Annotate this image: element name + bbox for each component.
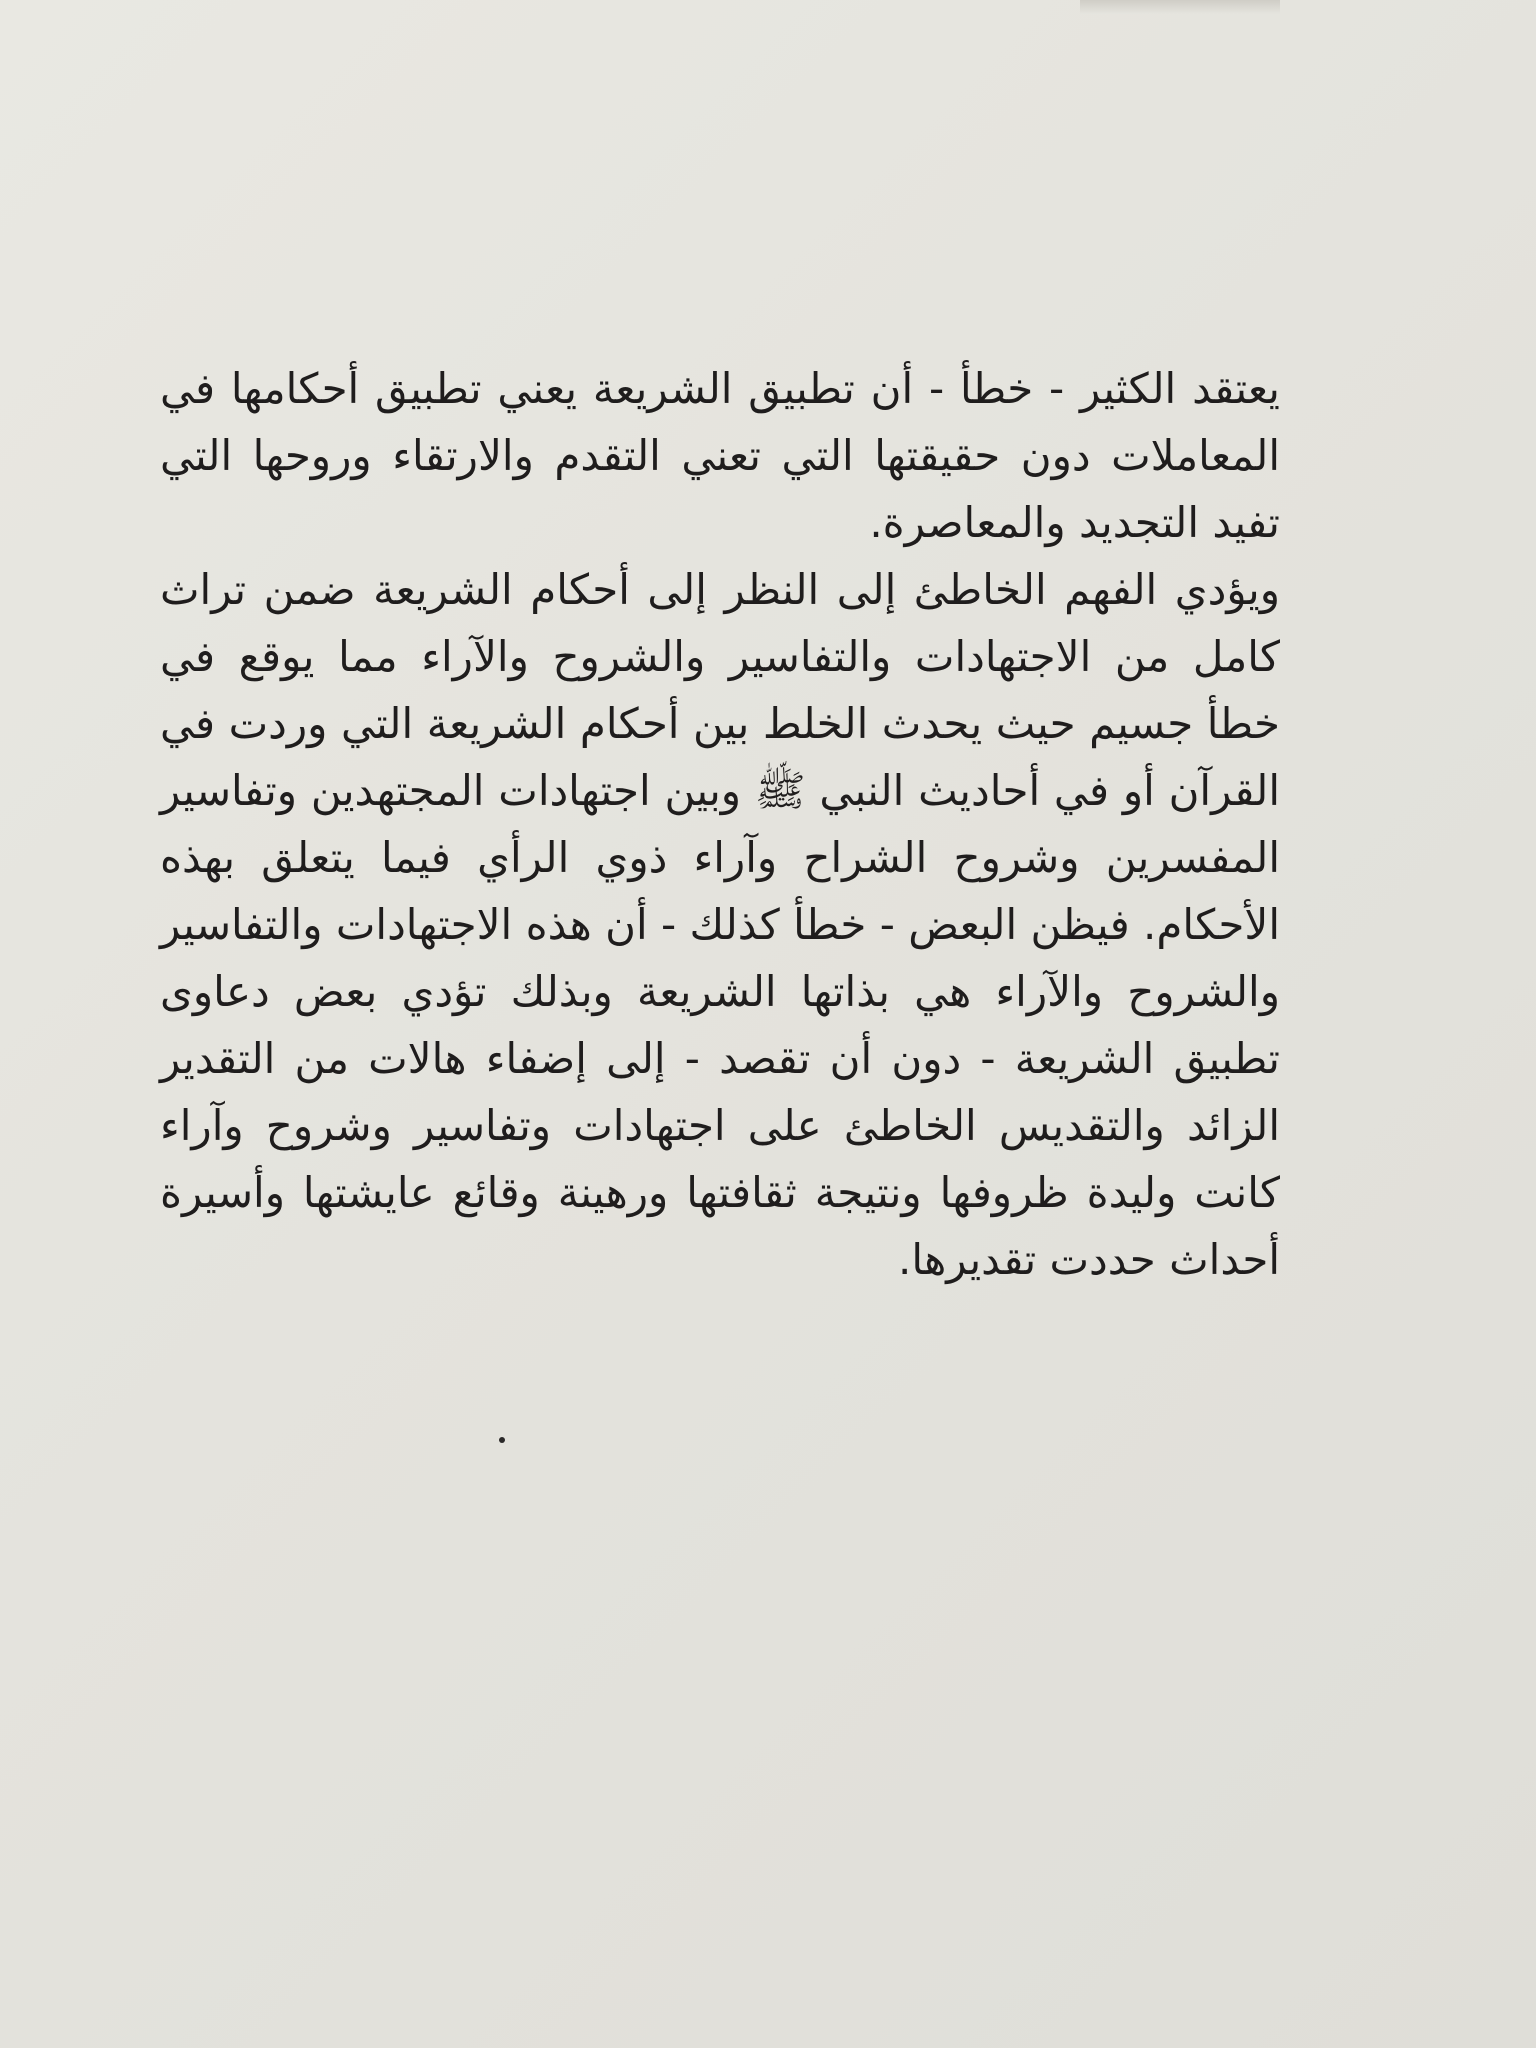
- cover-text-block: [160, 355, 1280, 1293]
- stray-ink-dot: [499, 1437, 505, 1443]
- paragraph-1: يعتقد الكثير - خطأ - أن تطبيق الشريعة يعني تطبيق أحكامها في المعاملات دون حقيقتها التي تعني التقدم والارتقاء وروحها التي تفيد التجديد والمعاصرة.: [160, 364, 1280, 547]
- page-edge-shadow: [1080, 0, 1280, 14]
- paragraph-2: ويؤدي الفهم الخاطئ إلى النظر إلى أحكام الشريعة ضمن تراث كامل من الاجتهادات والتفاسير والشروح والآراء مما يوقع في خطأ جسيم حيث يحدث الخلط بين أحكام الشريعة التي وردت في القرآن أو في أحاديث النبي ﷺ وبين اجتهادات المجتهدين وتفاسير المفسرين وشروح الشراح وآراء ذوي الرأي فيما يتعلق بهذه الأحكام. فيظن البعض - خطأ كذلك - أن هذه الاجتهادات والتفاسير والشروح والآراء هي بذاتها الشريعة وبذلك تؤدي بعض دعاوى تطبيق الشريعة - دون أن تقصد - إلى إضفاء هالات من التقدير الزائد والتقديس الخاطئ على اجتهادات وتفاسير وشروح وآراء كانت وليدة ظروفها ونتيجة ثقافتها ورهينة وقائع عايشتها وأسيرة أحداث حددت تقديرها.: [160, 565, 1280, 1284]
